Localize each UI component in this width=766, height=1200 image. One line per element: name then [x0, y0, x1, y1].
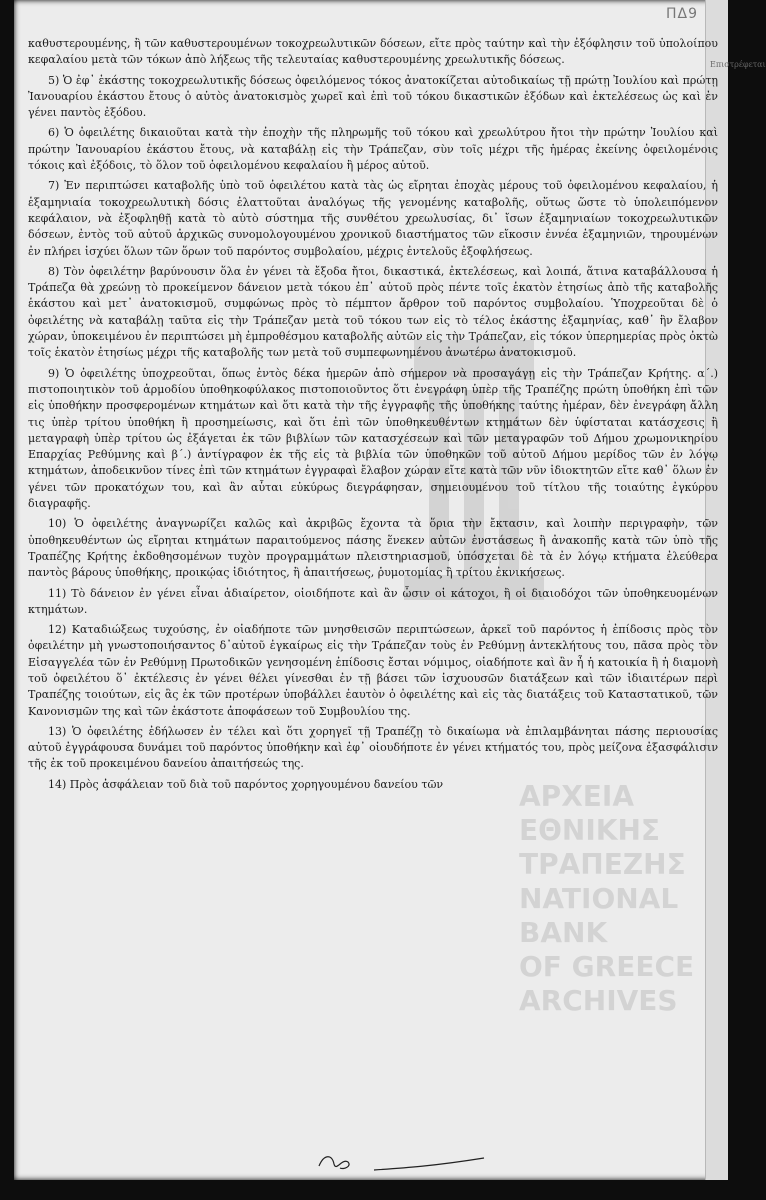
archive-watermark: [519, 780, 719, 1018]
clause-12: 12) Καταδιώξεως τυχούσης, ἐν οἱαδήποτε τῶν μνησθεισῶν περιπτώσεων, ἀρκεῖ τοῦ παρόντος ἡ ἐπίδοσις πρὸς τὸν ὀφειλέτην μὴ γνωστοποιήσαντος δ᾽αὐτοῦ ἐγκαίρως εἰς τὴν Τράπεζαν τοὺς ἐν Ρεθύμνῃ ἀντεκλήτους του, πᾶσα πρὸς τὸν Εἰσαγγελέα τῶν ἐν Ρεθύμνῃ Πρωτοδικῶν γενησομένη ἐπίδοσις ἔσται νόμιμος, οἱαδήποτε καὶ ἂν ἦ ἡ κατοικία ἢ ἡ διαμονὴ τοῦ ὀφειλέτου ὅ᾽ ἐκτέλεσις ἐν γένει θέλει γίνεσθαι ἐν τῇ βάσει τῶν ἰσχυουσῶν διατάξεων καὶ τῶν ἰδιαιτέρων περὶ Τραπέζης τοιούτων, εἰς ἃς ἐκ τῶν προτέρων ὑποβάλλει ἑαυτὸν ὁ ὀφειλέτης καὶ εἰς τὰς διατάξεις τοῦ Καταστατικοῦ, τῶν Κανονισμῶν της καὶ τῶν ἑκάστοτε ἀποφάσεων τοῦ Συμβουλίου της.: [28, 623, 718, 718]
margin-note: Επιστρέφεται: [710, 60, 766, 69]
watermark-line: ΑΡΧΕΙΑ: [519, 780, 634, 813]
watermark-line: NATIONAL BANK: [519, 882, 679, 949]
page-stamp: ΠΔ9: [665, 6, 698, 22]
clause-6: 6) Ὁ ὀφειλέτης δικαιοῦται κατὰ τὴν ἐποχὴν τῆς πληρωμῆς τοῦ τόκου καὶ χρεωλύτρου ἤτοι τὴν πρώτην Ἰουλίου καὶ πρώτην Ἰανουαρίου ἑκάστου ἔτους, νὰ καταβάλῃ εἰς τὴν Τράπεζαν, σὺν τοῖς μέχρι τῆς ἡμέρας ἐκείνης ὀφειλομένοις τόκοις καὶ ἐξόδοις, τὸ ὅλον τοῦ ὀφειλομένου κεφαλαίου ἢ μέρος αὐτοῦ.: [28, 126, 718, 173]
clause-10: 10) Ὁ ὀφειλέτης ἀναγνωρίζει καλῶς καὶ ἀκριβῶς ἔχοντα τὰ ὅρια τὴν ἔκτασιν, καὶ λοιπὴν περιγραφὴν, τῶν ὑποθηκευθέντων ὡς εἴρηται κτημάτων παραιτούμενος πάσης ἕνεκεν αὐτῶν ἐνστάσεως ἢ ἀνακοπῆς κατὰ τῶν ὑπὸ τῆς Τραπέζης Κρήτης ἐκδοθησομένων τυχὸν προγραμμάτων πλειστηριασμοῦ, ὑπόσχεται δὲ τὰ ἐν λόγῳ κτήματα ἐλεύθερα παντὸς βάρους ὑποθήκης, προικῴας ἰδιότητος, ἢ ἀπαιτήσεως, ῥυμοτομίας ἢ τρίτου ἐκνικήσεως.: [28, 517, 718, 580]
paragraph-continuation: καθυστερουμένης, ἢ τῶν καθυστερουμένων τοκοχρεωλυτικῶν δόσεων, εἴτε πρὸς ταύτην καὶ τὴν ἐξόφλησιν τοῦ ὑπολοίπου κεφαλαίου μετὰ τῶν τόκων ἀπὸ λήξεως τῆς τελευταίας καθυστερουμένης χρεωλυτικῆς δόσεως.: [28, 37, 718, 67]
clause-8: 8) Τὸν ὀφειλέτην βαρύνουσιν ὅλα ἐν γένει τὰ ἔξοδα ἤτοι, δικαστικά, ἐκτελέσεως, καὶ λοιπά, ἅτινα καταβάλλουσα ἡ Τράπεζα θὰ χρεώνῃ τὸ προκείμενον δάνειον μετὰ τόκου ἐπ᾽ αὐτοῦ πρὸς πέντε τοῖς ἑκατὸν ἐτησίως ἀπὸ τῆς καταβολῆς ἑκάστου καὶ μετ᾽ ἀνατοκισμοῦ, συμφώνως πρὸς τὸ πέμπτον ἄρθρον τοῦ παρόντος συμβολαίου. Ὑποχρεοῦται δὲ ὁ ὀφειλέτης νὰ καταβάλῃ ταῦτα εἰς τὴν Τράπεζαν μετὰ τοῦ τόκου των εἰς τὸ τέλος ἑκάστης ἑξαμηνίας, καθ᾽ ἣν ἔλαβον χώραν, ὑποκειμένου ἐν περιπτώσει μὴ ἐμπροθέσμου καταβολῆς αὐτῶν εἰς τὴν Τράπεζαν, εἰς τόκον ὑπερημερίας πρὸς ὀκτὼ τοῖς ἑκατὸν ἐτησίως μέχρι τῆς καταβολῆς των μετὰ τοῦ συμπεφωνημένου ἀνωτέρω ἀνατοκισμοῦ.: [28, 264, 718, 360]
signature-mark: [314, 1148, 514, 1176]
clause-5: 5) Ὁ ἐφ᾽ ἑκάστης τοκοχρεωλυτικῆς δόσεως ὀφειλόμενος τόκος ἀνατοκίζεται αὐτοδικαίως τῇ πρώτῃ Ἰουλίου καὶ πρώτῃ Ἰανουαρίου ἑκάστου ἔτους ὁ αὐτὸς ἀνατοκισμὸς χωρεῖ καὶ ἐπὶ τοῦ τόκου δικαστικῶν ἐξόδων καὶ ἐκτελέσεως ὡς καὶ ἐν γένει παντὸς ἐξόδου.: [28, 73, 718, 120]
clause-14: 14) Πρὸς ἀσφάλειαν τοῦ διὰ τοῦ παρόντος χορηγουμένου δανείου τῶν: [48, 777, 444, 791]
clause-7: 7) Ἐν περιπτώσει καταβολῆς ὑπὸ τοῦ ὀφειλέτου κατὰ τὰς ὡς εἴρηται ἐποχὰς μέρους τοῦ ὀφειλομένου κεφαλαίου, ἡ ἑξαμηνιαία τοκοχρεωλυτικὴ δόσις ἐλαττοῦται ἀναλόγως τῆς γενομένης καταβολῆς, οὕτως ὥστε τὸ ὑπολειπόμενον κεφάλαιον, νὰ ἐξοφληθῇ κατὰ τὸ αὐτὸ σύστημα τῆς συνθέτου χρεωλυσίας, δι᾽ ἴσων ἑξαμηνιαίων τοκοχρεωλυτικῶν δόσεων, ἐντὸς τοῦ αὐτοῦ ἀρχικῶς συνομολογουμένου χρονικοῦ διαστήματος τῶν εἴκοσιν ἐννέα ἑξαμηνιῶν, τηρουμένων ἐν πλήρει ἰσχύει ὅλων τῶν ὅρων τοῦ παρόντος συμβολαίου, μέχρις ἐντελοῦς ἐξοφλήσεως.: [28, 179, 718, 258]
clause-13: 13) Ὁ ὀφειλέτης ἐδήλωσεν ἐν τέλει καὶ ὅτι χορηγεῖ τῇ Τραπέζῃ τὸ δικαίωμα νὰ ἐπιλαμβάνηται πάσης περιουσίας αὐτοῦ ἐγγράφουσα δυνάμει τοῦ παρόντος ὑποθήκην καὶ ἐφ᾽ οἱουδήποτε ἐν γένει κτήματός του, πρὸς μείζονα ἐξασφάλισιν τῆς ἐκ τοῦ προκειμένου δανείου ἀπαιτήσεώς της.: [28, 724, 718, 771]
watermark-line: ΕΘΝΙΚΗΣ ΤΡΑΠΕΖΗΣ: [519, 814, 686, 881]
document-page: [14, 0, 766, 1180]
document-body: [28, 36, 718, 797]
clause-9: 9) Ὁ ὀφειλέτης ὑποχρεοῦται, ὅπως ἐντὸς δέκα ἡμερῶν ἀπὸ σήμερον νὰ προσαγάγῃ εἰς τὴν Τράπεζαν Κρήτης. α΄.) πιστοποιητικὸν τοῦ ἁρμοδίου ὑποθηκοφύλακος πιστοποιοῦντος ὅτι ἐνεγράφη ὑπὲρ τῆς Τραπέζης πρώτη ὑποθήκη ἐπὶ τῶν εἰς ὑποθήκην προσφερομένων κτημάτων καὶ ὅτι κατὰ τὴν τῆς ἐγγραφῆς τῆς ὑποθήκης ταύτης ἡμέραν, δὲν ἐνεγράφη ἄλλη τις ὑπὲρ τρίτου ὑποθήκη ἢ προσημείωσις, καὶ ὅτι ἐπὶ τῶν ὑποθηκευθέντων κτημάτων δὲν ὑφίσταται κατάσχεσις ἢ μεταγραφὴ ὑπὲρ τρίτου ὡς ἐξάγεται ἐκ τῶν βιβλίων τῶν κατασχέσεων καὶ τῶν μεταγραφῶν τοῦ Δήμου χρωμονικηρίου Επαρχίας Ρεθύμνης καὶ β΄.) ἀντίγραφον ἐκ τῆς εἰς τὰ βιβλία τῶν ὑποθηκῶν τοῦ αὐτοῦ Δήμου μερίδος τῶν ἐν λόγῳ κτημάτων, ἀποδεικνῦον τίνες ἐπὶ τῶν κτημάτων ἐγγραφαὶ ἔλαβον χώραν εἴτε κατὰ τῶν νῦν ἰδιοκτητῶν εἴτε καθ᾽ ὅλων ἐν γένει τῶν προκατόχων του, καὶ ἂν αὗται εὐκύρως διεγράφησαν, σημειουμένου τοῦ τίτλου τῆς τοιαύτης ἐγκύρου διαγραφῆς.: [28, 366, 718, 511]
watermark-line: ARCHIVES: [519, 984, 678, 1017]
clause-11: 11) Τὸ δάνειον ἐν γένει εἶναι ἀδιαίρετον, οἱοιδήποτε καὶ ἂν ὦσιν οἱ κάτοχοι, ἢ οἱ διαιοδόχοι τῶν ὑποθηκευομένων κτημάτων.: [28, 586, 718, 616]
watermark-line: OF GREECE: [519, 950, 695, 983]
